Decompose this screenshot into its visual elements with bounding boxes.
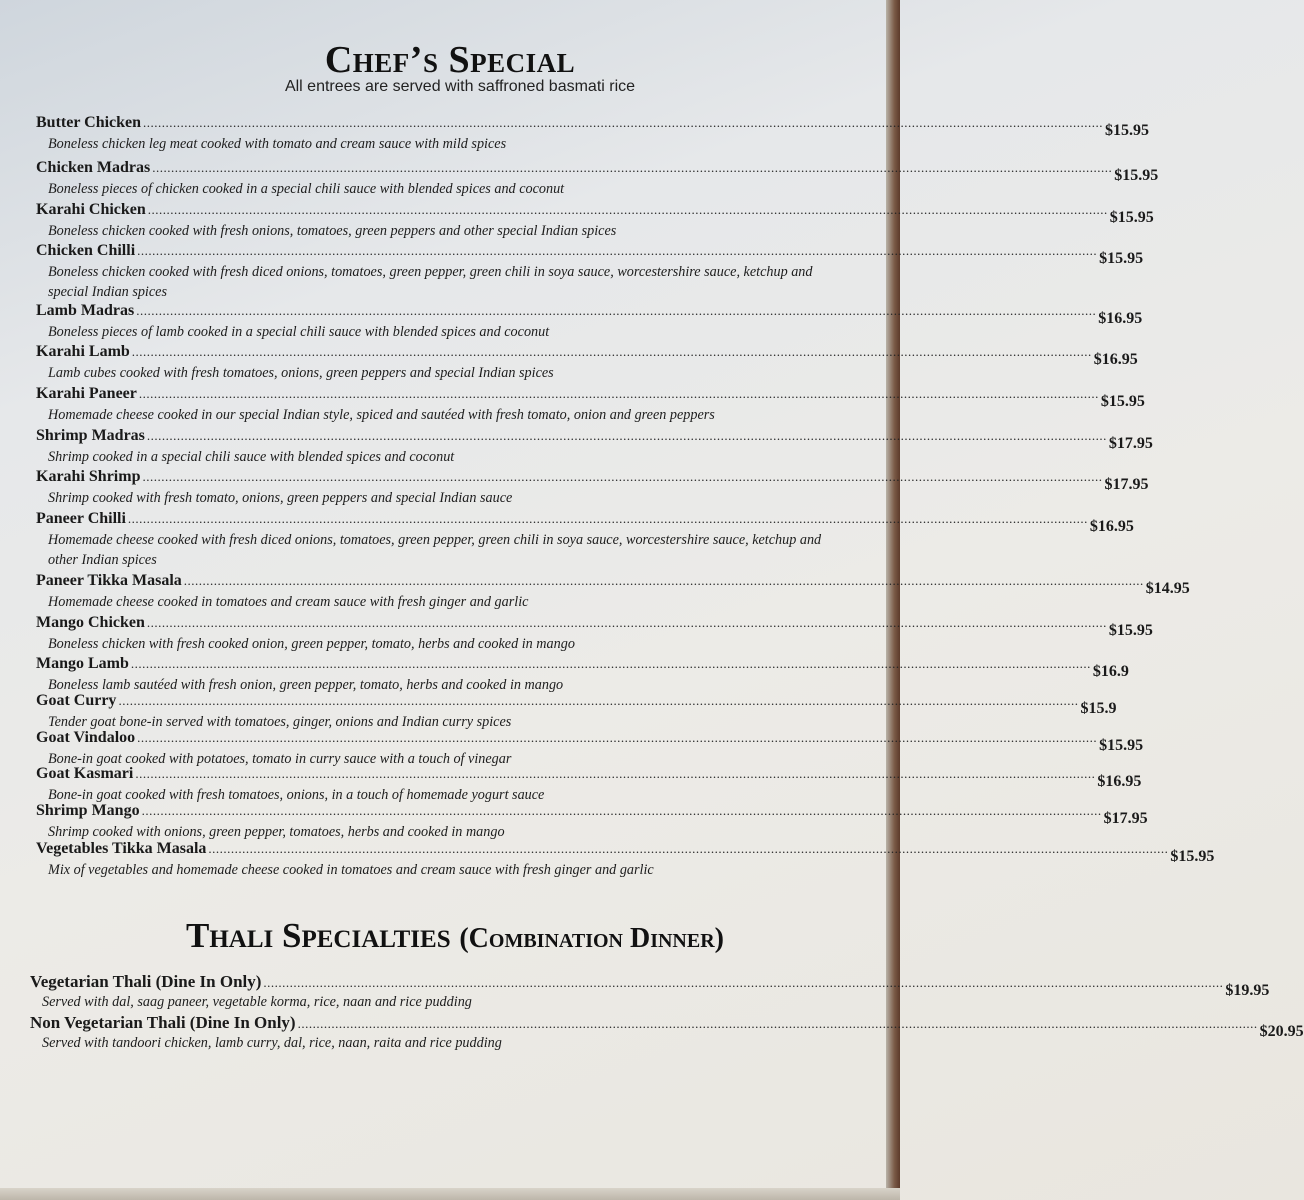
page-bottom-edge [0, 1188, 900, 1200]
item-description: Homemade cheese cooked in tomatoes and cream sauce with fresh ginger and garlic [48, 594, 529, 610]
item-description: Boneless pieces of chicken cooked in a special chili sauce with blended spices and coconut [48, 181, 565, 197]
item-price: $16.95 [1098, 310, 1143, 327]
chefs-special-title: Chef’s Special [324, 39, 576, 81]
item-name: Butter Chicken [36, 114, 142, 131]
item-description: Mix of vegetables and homemade cheese cooked in tomatoes and cream sauce with fresh ginger and garlic [48, 862, 654, 878]
leader-dots: ................................................................................................................................................................................................................................................................ [135, 766, 1096, 781]
leader-dots: ................................................................................................................................................................................................................................................................ [137, 730, 1098, 745]
menu-item-chicken-chilli [36, 242, 1144, 302]
item-name: Karahi Lamb [36, 343, 130, 360]
item-description: Boneless chicken leg meat cooked with tomato and cream sauce with mild spices [48, 136, 507, 152]
item-description: Served with tandoori chicken, lamb curry, dal, rice, naan, raita and rice pudding [42, 1035, 502, 1051]
item-description: Boneless lamb sautéed with fresh onion, green pepper, tomato, herbs and cooked in mango [48, 677, 564, 693]
leader-dots: ................................................................................................................................................................................................................................................................ [131, 344, 1092, 359]
item-name: Paneer Chilli [36, 510, 126, 527]
item-price: $15.95 [1099, 737, 1144, 754]
item-name: Karahi Paneer [36, 385, 137, 402]
menu-item-goat-curry [36, 692, 1117, 732]
item-name: Karahi Chicken [36, 201, 146, 218]
leader-dots: ................................................................................................................................................................................................................................................................ [263, 975, 1224, 990]
menu-item-butter-chicken [36, 114, 1150, 154]
leader-dots: ................................................................................................................................................................................................................................................................ [208, 841, 1169, 856]
item-price: $16.9 [1092, 663, 1129, 680]
item-name: Chicken Chilli [36, 242, 136, 259]
menu-item-karahi-shrimp [36, 468, 1149, 508]
item-description: Shrimp cooked with fresh tomato, onions, green peppers and special Indian sauce [48, 490, 513, 506]
item-name: Goat Curry [36, 692, 117, 709]
item-description: Tender goat bone-in served with tomatoes, ginger, onions and Indian curry spices [48, 714, 512, 730]
item-description: Boneless pieces of lamb cooked in a special chili sauce with blended spices and coconut [48, 324, 550, 340]
item-price: $19.95 [1225, 982, 1270, 999]
menu-item-paneer-chilli [36, 510, 1134, 570]
item-price: $16.95 [1097, 773, 1142, 790]
item-price: $15.95 [1099, 250, 1144, 267]
item-description: Boneless chicken cooked with fresh onions, tomatoes, green peppers and other special Indian spices [48, 223, 617, 239]
item-name: Karahi Shrimp [36, 468, 141, 485]
leader-dots: ................................................................................................................................................................................................................................................................ [146, 428, 1107, 443]
menu-item-karahi-paneer [36, 385, 1145, 425]
leader-dots: ................................................................................................................................................................................................................................................................ [137, 243, 1098, 258]
menu-item-non-vegetarian-thali [30, 1013, 1304, 1053]
menu-item-paneer-tikka-masala [36, 572, 1190, 612]
item-name: Goat Vindaloo [36, 729, 136, 746]
menu-item-karahi-lamb [36, 343, 1138, 383]
menu-item-shrimp-mango [36, 802, 1148, 842]
item-description: Shrimp cooked in a special chili sauce with blended spices and coconut [48, 449, 455, 465]
leader-dots: ................................................................................................................................................................................................................................................................ [141, 803, 1102, 818]
item-price: $16.95 [1093, 351, 1138, 368]
item-name: Vegetables Tikka Masala [36, 840, 207, 857]
item-name: Lamb Madras [36, 302, 135, 319]
menu-item-goat-vindaloo [36, 729, 1144, 769]
leader-dots: ................................................................................................................................................................................................................................................................ [143, 115, 1104, 130]
leader-dots: ................................................................................................................................................................................................................................................................ [130, 656, 1091, 671]
thali-title-text: Thali Specialties [186, 916, 451, 955]
item-name: Shrimp Madras [36, 427, 145, 444]
leader-dots: ................................................................................................................................................................................................................................................................ [136, 303, 1097, 318]
menu-item-vegetables-tikka-masala [36, 840, 1215, 880]
item-name: Mango Lamb [36, 655, 129, 672]
item-price: $17.95 [1108, 435, 1153, 452]
item-description: Boneless chicken with fresh cooked onion, green pepper, tomato, herbs and cooked in mango [48, 636, 575, 652]
menu-item-mango-chicken [36, 614, 1153, 654]
thali-title-subheading: (Combination Dinner) [459, 923, 724, 954]
item-description: Bone-in goat cooked with potatoes, tomato in curry sauce with a touch of vinegar [48, 751, 512, 767]
item-price: $15.95 [1109, 209, 1154, 226]
menu-item-mango-lamb [36, 655, 1129, 695]
menu-item-vegetarian-thali [30, 972, 1270, 1012]
item-price: $14.95 [1145, 580, 1190, 597]
menu-item-goat-kasmari [36, 765, 1142, 805]
item-price: $16.95 [1089, 518, 1134, 535]
leader-dots: ................................................................................................................................................................................................................................................................ [138, 386, 1099, 401]
item-description: Homemade cheese cooked with fresh diced onions, tomatoes, green pepper, green chili in soya sauce, worcestershire sauce, ketchup and other Indian spices [48, 532, 822, 568]
item-description: Bone-in goat cooked with fresh tomatoes, onions, in a touch of homemade yogurt sauce [48, 787, 545, 803]
item-description: Served with dal, saag paneer, vegetable korma, rice, naan and rice pudding [42, 994, 472, 1010]
leader-dots: ................................................................................................................................................................................................................................................................ [297, 1016, 1258, 1031]
item-name: Non Vegetarian Thali (Dine In Only) [30, 1013, 296, 1032]
chefs-special-subtitle: All entrees are served with saffroned basmati rice [284, 78, 636, 95]
thali-specialties-title [0, 916, 910, 956]
item-name: Paneer Tikka Masala [36, 572, 182, 589]
menu-item-chicken-madras [36, 159, 1159, 199]
item-price: $15.95 [1114, 167, 1159, 184]
item-price: $15.95 [1170, 848, 1215, 865]
leader-dots: ................................................................................................................................................................................................................................................................ [183, 573, 1144, 588]
item-name: Shrimp Mango [36, 802, 140, 819]
leader-dots: ................................................................................................................................................................................................................................................................ [118, 693, 1079, 708]
item-description: Shrimp cooked with onions, green pepper, tomatoes, herbs and cooked in mango [48, 824, 505, 840]
item-name: Chicken Madras [36, 159, 151, 176]
item-description: Homemade cheese cooked in our special Indian style, spiced and sautéed with fresh tomato, onion and green peppers [48, 407, 715, 423]
menu-item-karahi-chicken [36, 201, 1154, 241]
item-price: $20.95 [1259, 1023, 1304, 1040]
item-price: $17.95 [1103, 810, 1148, 827]
leader-dots: ................................................................................................................................................................................................................................................................ [152, 160, 1113, 175]
item-name: Mango Chicken [36, 614, 145, 631]
menu-item-lamb-madras [36, 302, 1143, 342]
menu-item-shrimp-madras [36, 427, 1153, 467]
item-name: Goat Kasmari [36, 765, 134, 782]
item-price: $15.95 [1105, 122, 1150, 139]
item-price: $15.95 [1100, 393, 1145, 410]
item-price: $15.95 [1108, 622, 1153, 639]
leader-dots: ................................................................................................................................................................................................................................................................ [147, 202, 1108, 217]
leader-dots: ................................................................................................................................................................................................................................................................ [127, 511, 1088, 526]
leader-dots: ................................................................................................................................................................................................................................................................ [146, 615, 1107, 630]
item-description: Boneless chicken cooked with fresh diced onions, tomatoes, green pepper, green chili in soya sauce, worcestershire sauce, ketchup and special Indian spices [48, 264, 813, 300]
item-name: Vegetarian Thali (Dine In Only) [30, 972, 262, 991]
item-price: $17.95 [1104, 476, 1149, 493]
item-price: $15.9 [1080, 700, 1117, 717]
leader-dots: ................................................................................................................................................................................................................................................................ [142, 469, 1103, 484]
item-description: Lamb cubes cooked with fresh tomatoes, onions, green peppers and special Indian spices [48, 365, 554, 381]
